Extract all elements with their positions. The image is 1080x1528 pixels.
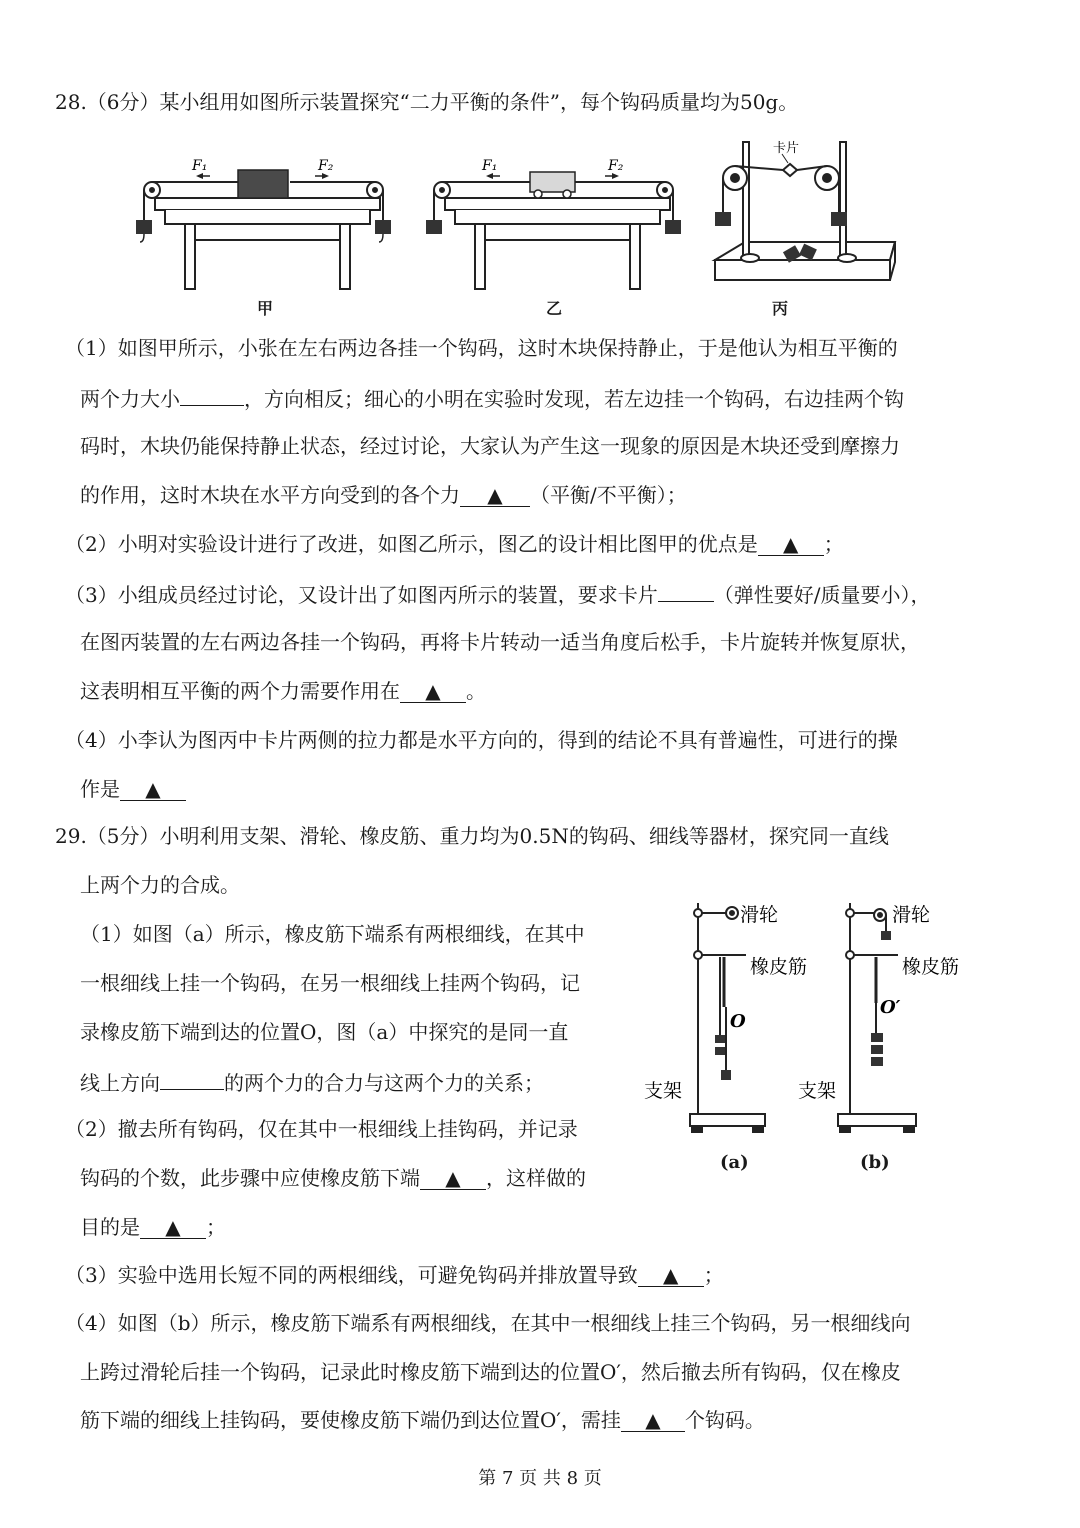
q29-p3-line1: （3）实验中选用长短不同的两根细线，可避免钩码并排放置导致 ▲ ；: [65, 1263, 724, 1287]
caption-jia: 甲: [257, 299, 274, 318]
hook-weight-right: [375, 220, 391, 234]
figure-29-ab: [640, 895, 960, 1102]
q28-p1-line2: 两个力大小 ，方向相反；细心的小明在实验时发现，若左边挂一个钩码，右边挂两个钩: [80, 383, 904, 413]
card-label: 卡片: [773, 141, 800, 156]
q29-p1-line3: 录橡皮筋下端到达的位置O，图（a）中探究的是同一直: [80, 1020, 569, 1044]
caption-bing: 丙: [772, 299, 789, 318]
force-label-f1: F₁: [192, 158, 208, 174]
answer-blank[interactable]: [658, 579, 714, 602]
answer-blank[interactable]: [180, 383, 244, 406]
label-point-o: O: [730, 1011, 746, 1032]
force-label-f2: F₂: [608, 158, 624, 174]
figure-29-bases: [640, 1108, 940, 1138]
q28-p1-line4: 的作用，这时木块在水平方向受到的各个力 ▲ （平衡/不平衡）；: [80, 483, 687, 507]
force-label-f1: F₁: [482, 158, 498, 174]
q28-p1-line3: 码时，木块仍能保持静止状态，经过讨论，大家认为产生这一现象的原因是木块还受到摩擦力: [80, 434, 900, 458]
answer-blank[interactable]: ▲: [621, 1409, 685, 1432]
small-cart: [530, 172, 575, 192]
answer-blank[interactable]: ▲: [758, 533, 824, 556]
q28-p3-line2: 在图丙装置的左右两边各挂一个钩码，再将卡片转动一适当角度后松手，卡片旋转并恢复原状，: [80, 630, 920, 654]
label-pulley-a: 滑轮: [740, 904, 779, 926]
label-band-a: 橡皮筋: [750, 956, 808, 978]
answer-blank[interactable]: ▲: [638, 1264, 704, 1287]
force-label-f2: F₂: [318, 158, 334, 174]
wood-block: [238, 170, 288, 198]
q29-p2-line1: （2）撤去所有钩码，仅在其中一根细线上挂钩码，并记录: [65, 1117, 578, 1141]
caption-a: (a): [720, 1152, 749, 1173]
q28-p4-line2: 作是 ▲: [80, 775, 186, 803]
q29-p1-line1: （1）如图（a）所示，橡皮筋下端系有两根细线，在其中: [80, 922, 585, 946]
answer-blank[interactable]: ▲: [420, 1167, 486, 1190]
q28-p4-line1: （4）小李认为图丙中卡片两侧的拉力都是水平方向的，得到的结论不具有普遍性，可进行的操: [65, 728, 898, 752]
label-stand-b: 支架: [798, 1080, 837, 1102]
hook-weight-left: [136, 220, 152, 234]
q28-stem: 28.（6分）某小组用如图所示装置探究“二力平衡的条件”，每个钩码质量均为50g。: [55, 90, 799, 114]
q28-p1-line1: （1）如图甲所示，小张在左右两边各挂一个钩码，这时木块保持静止，于是他认为相互平衡的: [65, 336, 898, 360]
q29-p4-line3: 筋下端的细线上挂钩码，要使橡皮筋下端仍到达位置O′，需挂 ▲ 个钩码。: [80, 1408, 765, 1432]
caption-yi: 乙: [546, 299, 563, 318]
q29-p1-line2: 一根细线上挂一个钩码，在另一根细线上挂两个钩码，记: [80, 971, 580, 995]
answer-blank[interactable]: ▲: [140, 1216, 206, 1239]
q29-p2-line2: 钩码的个数，此步骤中应使橡皮筋下端 ▲ ，这样做的: [80, 1166, 586, 1190]
q29-p4-line1: （4）如图（b）所示，橡皮筋下端系有两根细线，在其中一根细线上挂三个钩码，另一根细线向: [65, 1311, 911, 1335]
label-band-b: 橡皮筋: [902, 956, 960, 978]
figure-bing: [705, 130, 900, 295]
caption-b: (b): [860, 1152, 890, 1173]
answer-blank[interactable]: [160, 1067, 224, 1090]
q29-p2-line3: 目的是 ▲ ；: [80, 1215, 226, 1239]
q29-stem-line2: 上两个力的合成。: [80, 873, 240, 897]
q29-p4-line2: 上跨过滑轮后挂一个钩码，记录此时橡皮筋下端到达的位置O′，然后撤去所有钩码，仅在橡皮: [80, 1360, 901, 1384]
q28-p2-line1: （2）小明对实验设计进行了改进，如图乙所示，图乙的设计相比图甲的优点是 ▲ ；: [65, 532, 844, 556]
label-pulley-b: 滑轮: [892, 904, 931, 926]
page-footer: 第 7 页 共 8 页: [478, 1468, 602, 1489]
q28-p3-line3: 这表明相互平衡的两个力需要作用在 ▲ 。: [80, 679, 486, 703]
q29-stem-line1: 29.（5分）小明利用支架、滑轮、橡皮筋、重力均为0.5N的钩码、细线等器材，探究同一直线: [55, 824, 889, 848]
answer-blank[interactable]: ▲: [400, 680, 466, 703]
answer-blank[interactable]: ▲: [120, 778, 186, 801]
figure-jia: [130, 150, 400, 295]
label-point-o-prime: O′: [880, 997, 901, 1018]
q28-p3-line1: （3）小组成员经过讨论，又设计出了如图丙所示的装置，要求卡片 （弹性要好/质量要小），: [65, 579, 930, 609]
figure-yi: [420, 150, 690, 295]
answer-blank[interactable]: ▲: [460, 484, 530, 507]
q29-p1-line4: 线上方向 的两个力的合力与这两个力的关系；: [80, 1067, 544, 1097]
label-stand-a: 支架: [644, 1080, 683, 1102]
